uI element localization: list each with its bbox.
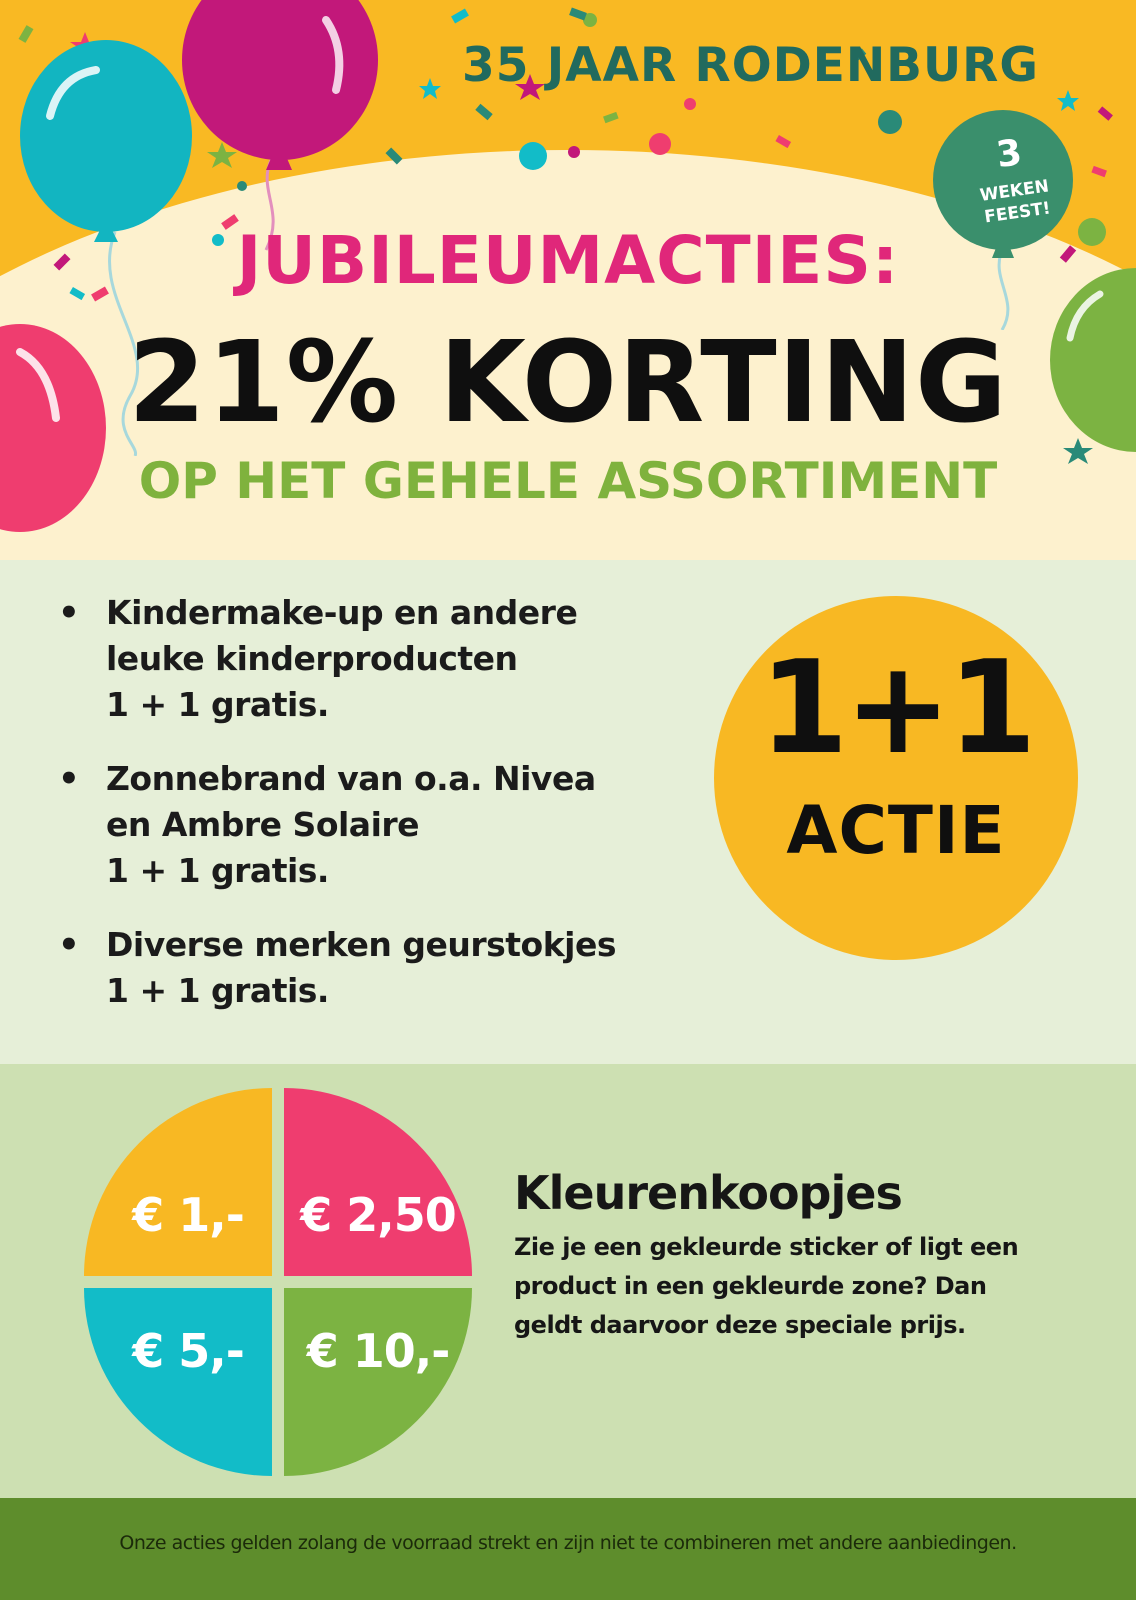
deals-description: [514, 1228, 1074, 1345]
price-quadrant-green: [284, 1288, 472, 1476]
promotion-item: [48, 756, 688, 894]
price-wheel: [84, 1088, 472, 1476]
promotion-line: 1 + 1 gratis.: [106, 685, 329, 724]
actie-badge: [714, 596, 1078, 960]
footer: [0, 1498, 1136, 1600]
promotion-item: [48, 922, 688, 1014]
badge-line-1: WEKEN: [978, 176, 1051, 206]
brand-title: 35 JAAR RODENBURG: [462, 38, 1039, 93]
deals-title: Kleurenkoopjes: [514, 1166, 902, 1220]
headline: 21% KORTING: [128, 318, 1008, 448]
price-label: € 1,-: [132, 1188, 244, 1242]
price-quadrant-teal: [84, 1288, 272, 1476]
badge-number: 3: [993, 132, 1025, 177]
bullet-icon: •: [58, 759, 80, 799]
price-quadrant-pink: [284, 1088, 472, 1276]
badge-line-2: FEEST!: [983, 198, 1052, 228]
deals-text-line: geldt daarvoor deze speciale prijs.: [514, 1311, 966, 1339]
price-label: € 2,50: [300, 1188, 456, 1242]
promotion-line: en Ambre Solaire: [106, 805, 420, 844]
deals-text-line: Zie je een gekleurde sticker of ligt een: [514, 1233, 1019, 1261]
promotion-line: leuke kinderproducten: [106, 639, 518, 678]
header-banner: [0, 0, 1136, 560]
promotion-line: 1 + 1 gratis.: [106, 971, 329, 1010]
promotion-line: 1 + 1 gratis.: [106, 851, 329, 890]
subtitle: JUBILEUMACTIES:: [236, 222, 900, 299]
promotion-list: [48, 590, 688, 1042]
promotion-item: [48, 590, 688, 728]
actie-number: 1+1: [759, 634, 1033, 783]
promotion-line: Zonnebrand van o.a. Nivea: [106, 759, 596, 798]
disclaimer-text: Onze acties gelden zolang de voorraad strekt en zijn niet te combineren met andere aanbiedingen.: [119, 1532, 1017, 1554]
deals-text-line: product in een gekleurde zone? Dan: [514, 1272, 987, 1300]
actie-label: ACTIE: [786, 792, 1006, 869]
tagline: OP HET GEHELE ASSORTIMENT: [138, 452, 998, 510]
price-label: € 10,-: [306, 1324, 450, 1378]
bullet-icon: •: [58, 593, 80, 633]
promotion-line: Diverse merken geurstokjes: [106, 925, 616, 964]
price-quadrant-yellow: [84, 1088, 272, 1276]
promotion-line: Kindermake-up en andere: [106, 593, 578, 632]
bullet-icon: •: [58, 925, 80, 965]
magenta-balloon: [176, 0, 386, 260]
price-label: € 5,-: [132, 1324, 244, 1378]
